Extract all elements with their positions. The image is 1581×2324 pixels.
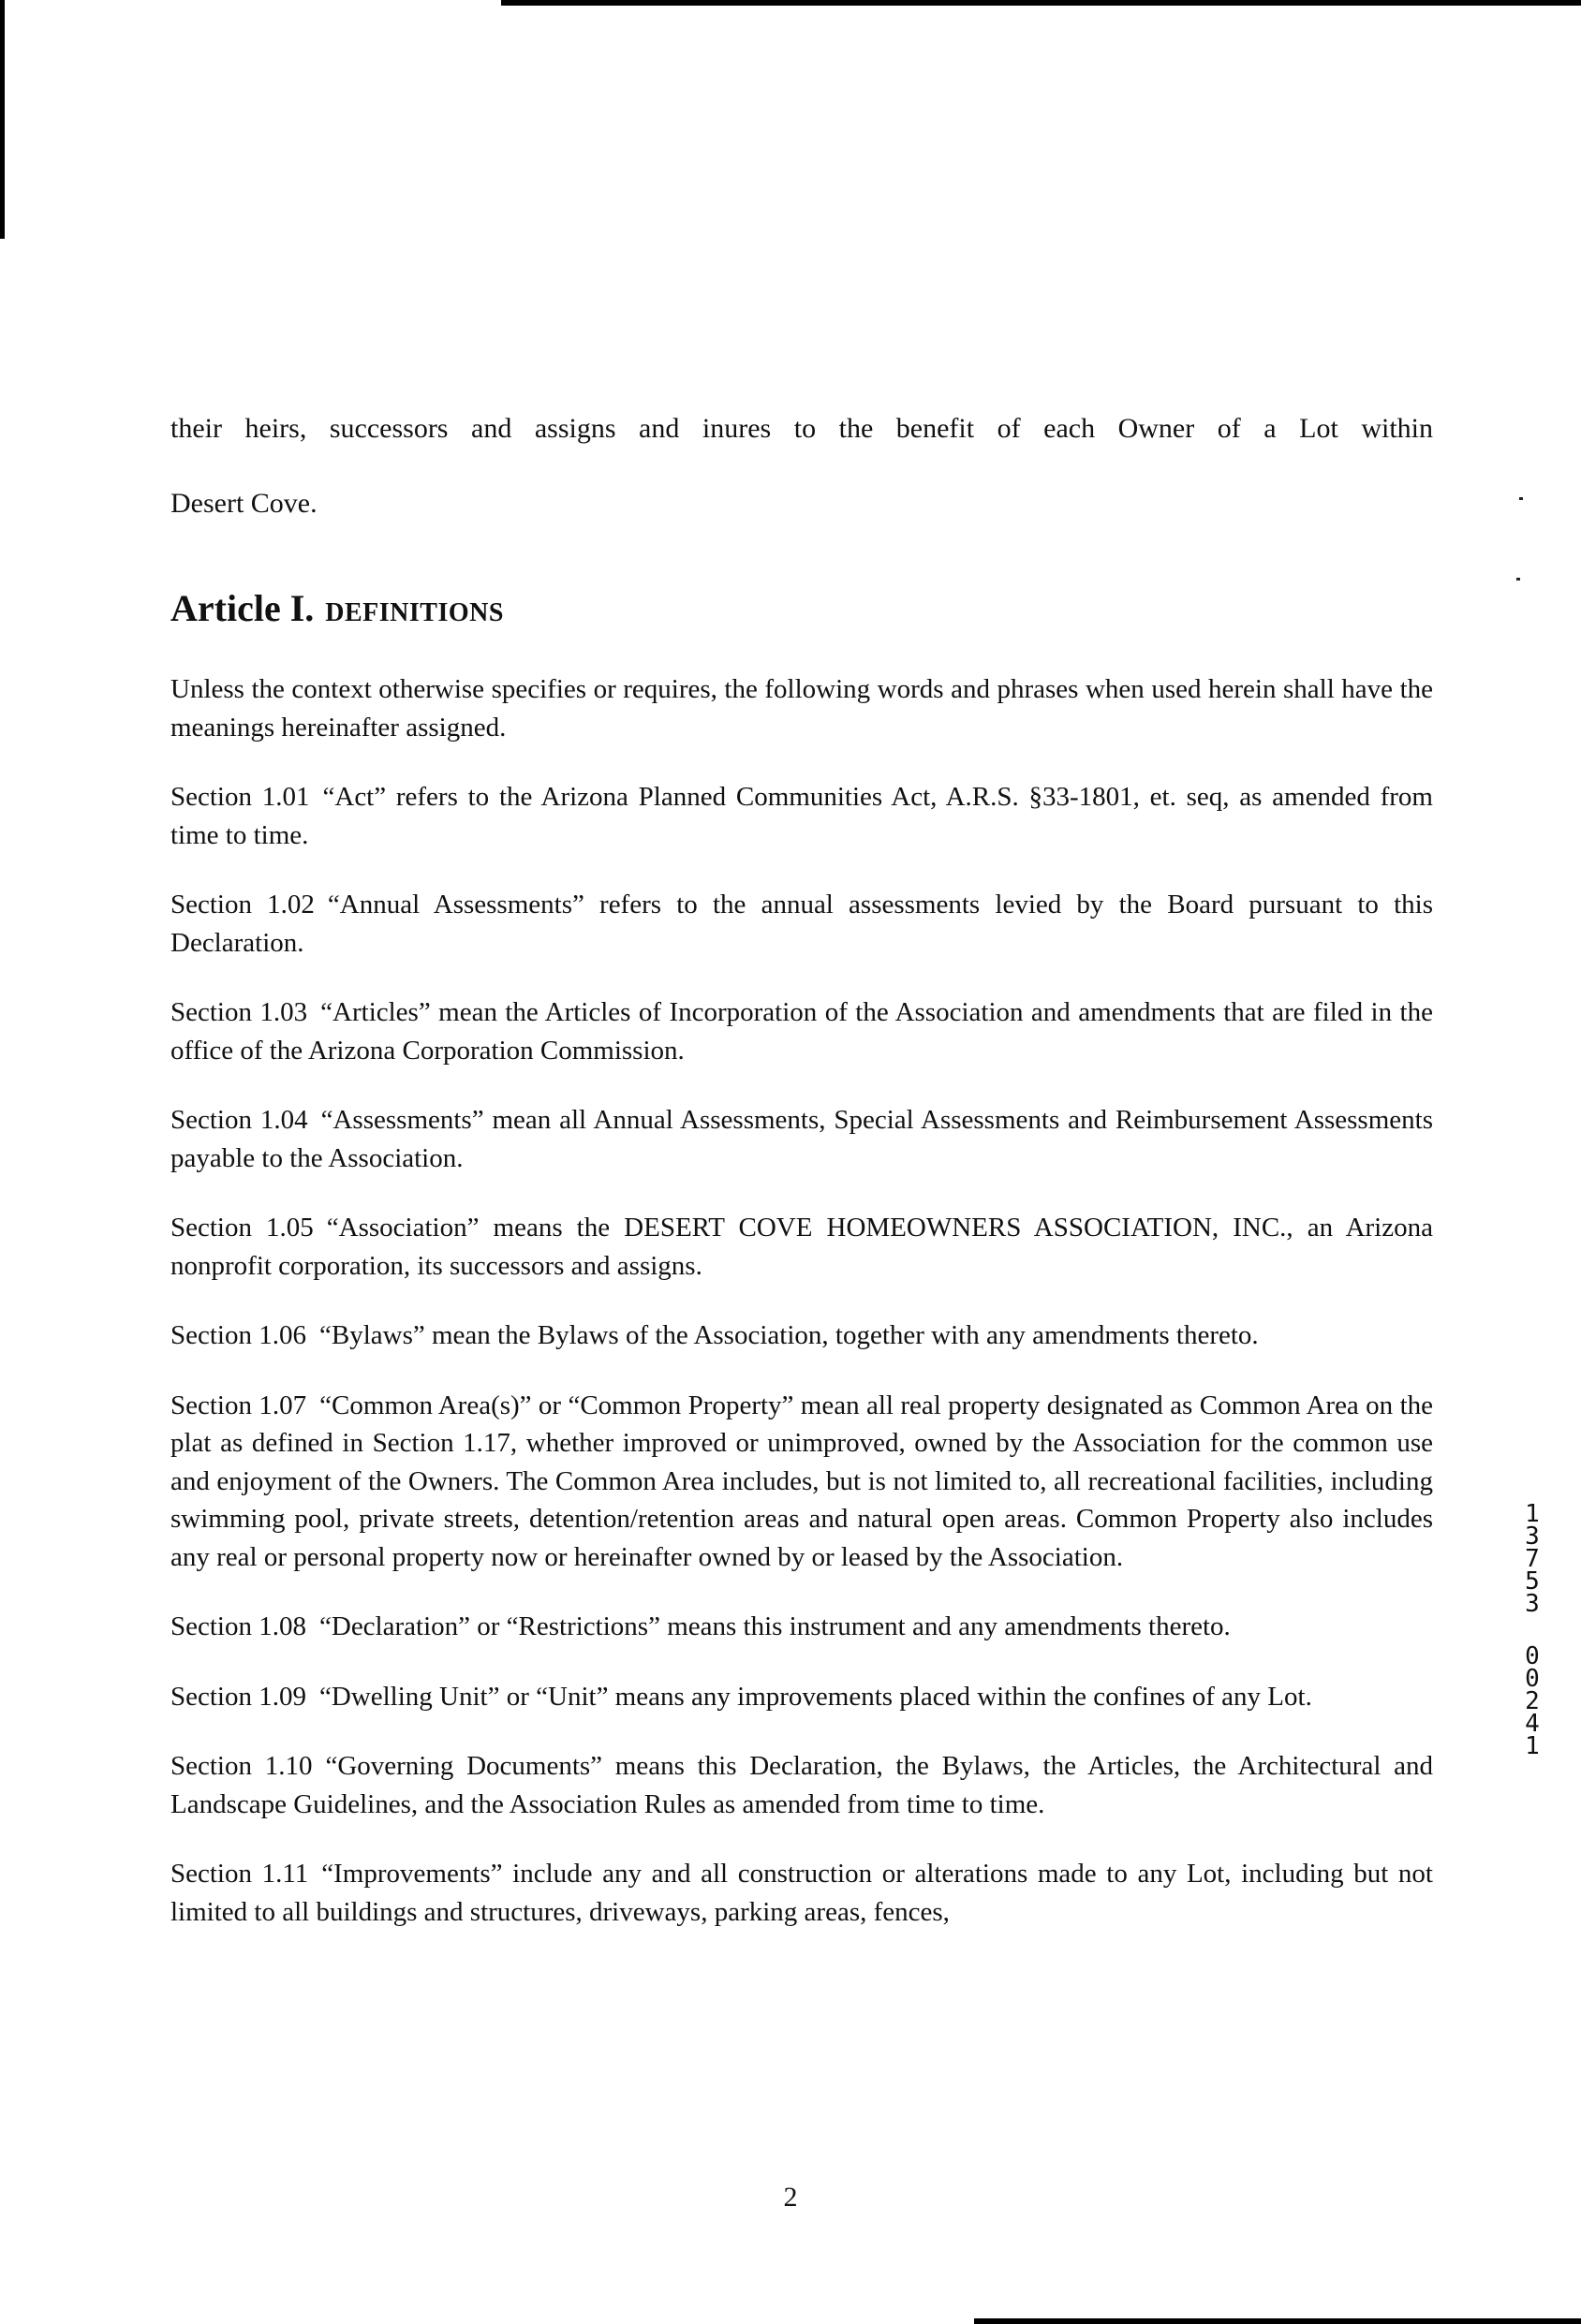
scan-speck — [1519, 497, 1523, 500]
section-text: “Governing Documents” means this Declaration, the Bylaws, the Articles, the Architectural and Landscape Guidelines, and the Association Rules as amended from time to time. — [170, 1751, 1433, 1819]
definition-section — [170, 1316, 1433, 1355]
definition-section — [170, 1608, 1433, 1646]
definition-section — [170, 1387, 1433, 1577]
scan-edge-bottom — [974, 2318, 1581, 2324]
article-title: DEFINITIONS — [325, 598, 504, 627]
section-text: “Common Area(s)” or “Common Property” mean all real property designated as Common Area on the plat as defined in Section 1.17, whether improved or unimproved, owned by the Association for the common use and enjoyment of the Owners. The Common Area includes, but is not limited to, all recreational facilities, including swimming pool, private streets, detention/retention areas and natural open areas. Common Property also includes any real or personal property now or hereinafter owned by or leased by the Association. — [170, 1390, 1433, 1572]
section-text: “Act” refers to the Arizona Planned Communities Act, A.R.S. §33-1801, et. seq, as amended from time to time. — [170, 782, 1433, 850]
article-heading — [170, 581, 1433, 642]
page-body — [170, 410, 1433, 1931]
recording-stamp-book: 13753 — [1525, 1500, 1540, 1618]
section-label: Section 1.03 — [170, 997, 308, 1027]
section-label: Section 1.10 — [170, 1751, 313, 1781]
definition-section — [170, 778, 1433, 854]
section-label: Section 1.06 — [170, 1320, 306, 1350]
definition-section — [170, 993, 1433, 1069]
recording-stamp — [1519, 1500, 1545, 1760]
section-text: “Improvements” include any and all construction or alterations made to any Lot, including but not limited to all buildings and structures, driveways, parking areas, fences, — [170, 1859, 1433, 1927]
section-label: Section 1.01 — [170, 782, 310, 812]
scan-edge-top — [501, 0, 1581, 6]
definition-section — [170, 886, 1433, 962]
definitions-intro: Unless the context otherwise specifies or requires, the following words and phrases when used herein shall have the meanings hereinafter assigned. — [170, 674, 1433, 743]
section-label: Section 1.04 — [170, 1105, 308, 1135]
section-label: Section 1.11 — [170, 1859, 309, 1889]
continuation-text: their heirs, successors and assigns and inures to the benefit of each Owner of a Lot within — [170, 413, 1433, 444]
section-text: “Declaration” or “Restrictions” means this instrument and any amendments thereto. — [319, 1611, 1231, 1641]
definition-section — [170, 1678, 1433, 1716]
page-number: 2 — [783, 2182, 798, 2213]
definition-section — [170, 1747, 1433, 1823]
definition-section — [170, 1855, 1433, 1931]
scan-edge-left — [0, 0, 5, 239]
section-label: Section 1.07 — [170, 1390, 307, 1420]
section-text: “Assessments” mean all Annual Assessments, Special Assessments and Reimbursement Assessments payable to the Association. — [170, 1105, 1433, 1173]
section-text: “Association” means the DESERT COVE HOMEOWNERS ASSOCIATION, INC., an Arizona nonprofit corporation, its successors and assigns. — [170, 1213, 1433, 1281]
article-number: Article I. — [170, 587, 315, 629]
section-label: Section 1.09 — [170, 1681, 306, 1712]
recording-stamp-page: 00241 — [1525, 1642, 1540, 1760]
definition-section — [170, 1101, 1433, 1177]
section-label: Section 1.05 — [170, 1213, 314, 1243]
continuation-end: Desert Cove. — [170, 488, 318, 519]
section-text: “Annual Assessments” refers to the annual assessments levied by the Board pursuant to this Declaration. — [170, 890, 1433, 958]
section-label: Section 1.02 — [170, 890, 315, 919]
definition-section — [170, 1209, 1433, 1285]
definitions-list — [170, 778, 1433, 1931]
section-text: “Dwelling Unit” or “Unit” means any improvements placed within the confines of any Lot. — [319, 1681, 1312, 1712]
scan-speck — [1516, 578, 1520, 581]
section-text: “Bylaws” mean the Bylaws of the Association, together with any amendments thereto. — [319, 1320, 1259, 1350]
section-text: “Articles” mean the Articles of Incorporation of the Association and amendments that are filed in the office of the Arizona Corporation Commission. — [170, 997, 1433, 1066]
section-label: Section 1.08 — [170, 1611, 306, 1641]
